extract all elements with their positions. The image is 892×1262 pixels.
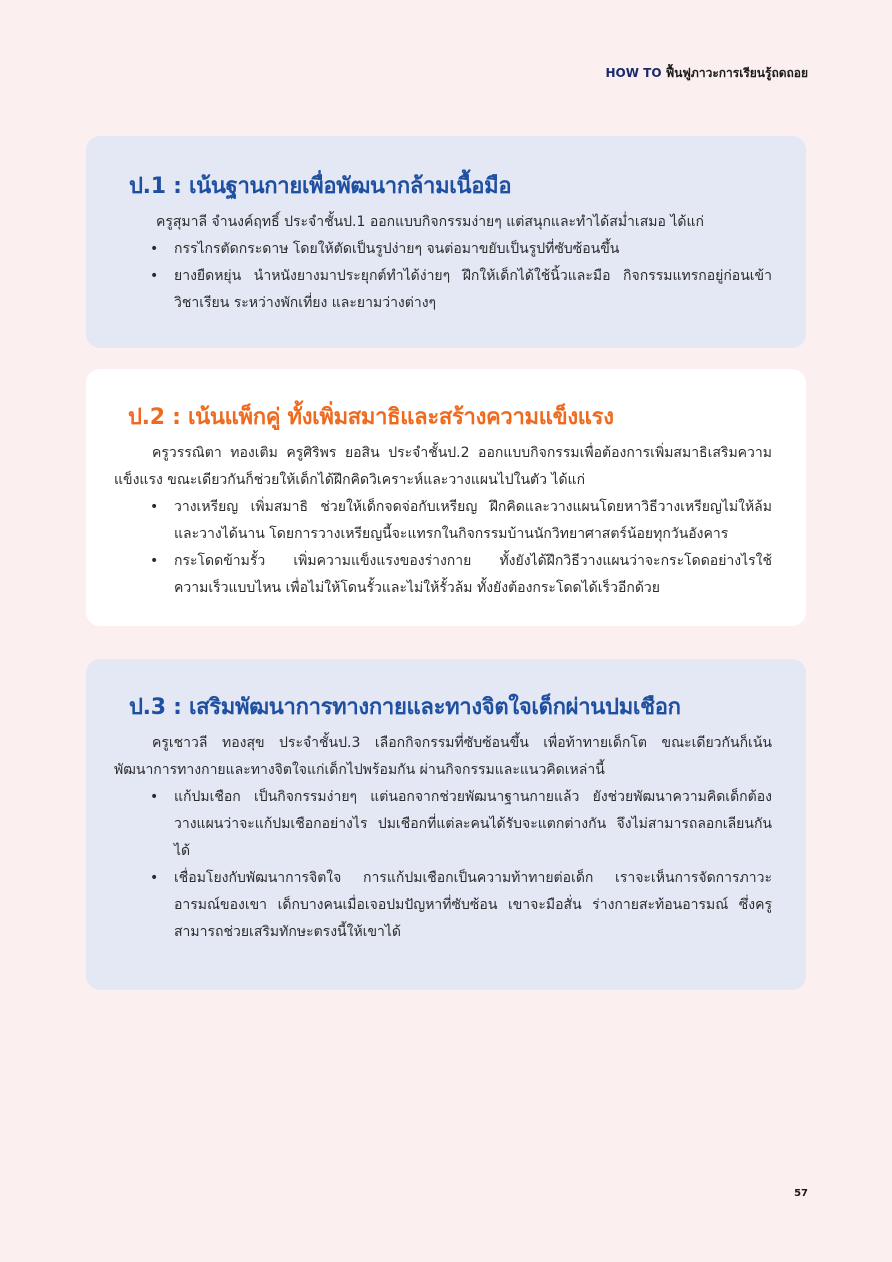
section-card-p2 [86,369,806,626]
list-item-text: วางเหรียญ เพิ่มสมาธิ ช่วยให้เด็กจดจ่อกับเหรียญ ฝึกคิดและวางแผนโดยหาวิธีวางเหรียญไม่ให้ล้มและวางได้นาน โดยการวางเหรียญนี้จะแทรกในกิจกรรมบ้านนักวิทยาศาสตร์น้อยทุกวันอังคาร [174,499,772,542]
section-list [118,494,772,602]
header-title: ฟื้นฟูภาวะการเรียนรู้ถดถอย [665,66,808,80]
section-intro: ครูสุมาลี จำนงค์ฤทธิ์ ประจำชั้นป.1 ออกแบบกิจกรรมง่ายๆ แต่สนุกและทำได้สม่ำเสมอ ได้แก่ [156,214,704,230]
list-item [150,784,772,865]
list-item-text: กระโดดข้ามรั้ว เพิ่มความแข็งแรงของร่างกาย ทั้งยังได้ฝึกวิธีวางแผนว่าจะกระโดดอย่างไรใช้ความเร็วแบบไหน เพื่อไม่ให้โดนรั้วและไม่ให้รั้วล้ม ทั้งยังต้องกระโดดได้เร็วอีกด้วย [174,553,772,596]
section-heading: ป.2 : เน้นแพ็กคู่ ทั้งเพิ่มสมาธิและสร้างความแข็งแรง [128,405,614,430]
section-list [118,784,772,946]
section-intro: ครูเชาวลี ทองสุข ประจำชั้นป.3 เลือกกิจกรรมที่ซับซ้อนขึ้น เพื่อท้าทายเด็กโต ขณะเดียวกันก็เน้นพัฒนาการทางกายและทางจิตใจแก่เด็กไปพร้อมกัน ผ่านกิจกรรมและแนวคิดเหล่านี้ [114,735,772,778]
bullet-icon: • [150,499,159,515]
bullet-icon: • [150,789,159,805]
section-heading: ป.1 : เน้นฐานกายเพื่อพัฒนากล้ามเนื้อมือ [129,174,512,199]
list-item-text: กรรไกรตัดกระดาษ โดยให้ตัดเป็นรูปง่ายๆ จนต่อมาขยับเป็นรูปที่ซับซ้อนขึ้น [174,241,620,257]
list-item [150,548,772,602]
section-intro: ครูวรรณิตา ทองเติม ครูศิริพร ยอสิน ประจำชั้นป.2 ออกแบบกิจกรรมเพื่อต้องการเพิ่มสมาธิเสริมความแข็งแรง ขณะเดียวกันก็ช่วยให้เด็กได้ฝึกคิดวิเคราะห์และวางแผนไปในตัว ได้แก่ [114,445,772,488]
list-item [150,236,772,263]
header-brand: HOW TO [605,66,662,80]
section-list [118,236,772,317]
bullet-icon: • [150,870,159,886]
bullet-icon: • [150,268,159,284]
list-item-text: ยางยืดหยุ่น นำหนังยางมาประยุกต์ทำได้ง่ายๆ ฝึกให้เด็กได้ใช้นิ้วและมือ กิจกรรมแทรกอยู่ก่อนเข้าวิชาเรียน ระหว่างพักเที่ยง และยามว่างต่างๆ [174,268,772,311]
bullet-icon: • [150,241,159,257]
bullet-icon: • [150,553,159,569]
running-header [606,64,809,83]
section-card-p3 [86,659,806,990]
list-item [150,263,772,317]
section-card-p1 [86,136,806,348]
section-heading: ป.3 : เสริมพัฒนาการทางกายและทางจิตใจเด็กผ่านปมเชือก [129,695,681,720]
list-item [150,865,772,946]
list-item [150,494,772,548]
list-item-text: แก้ปมเชือก เป็นกิจกรรมง่ายๆ แต่นอกจากช่วยพัฒนาฐานกายแล้ว ยังช่วยพัฒนาความคิดเด็กต้องวางแผนว่าจะแก้ปมเชือกอย่างไร ปมเชือกที่แต่ละคนได้รับจะแตกต่างกัน จึงไม่สามารถลอกเลียนกันได้ [174,789,772,859]
list-item-text: เชื่อมโยงกับพัฒนาการจิตใจ การแก้ปมเชือกเป็นความท้าทายต่อเด็ก เราจะเห็นการจัดการภาวะอารมณ์ของเขา เด็กบางคนเมื่อเจอปมปัญหาที่ซับซ้อน เขาจะมือสั่น ร่างกายสะท้อนอารมณ์ ซึ่งครูสามารถช่วยเสริมทักษะตรงนี้ให้เขาได้ [174,870,772,940]
page-number: 57 [794,1188,808,1199]
